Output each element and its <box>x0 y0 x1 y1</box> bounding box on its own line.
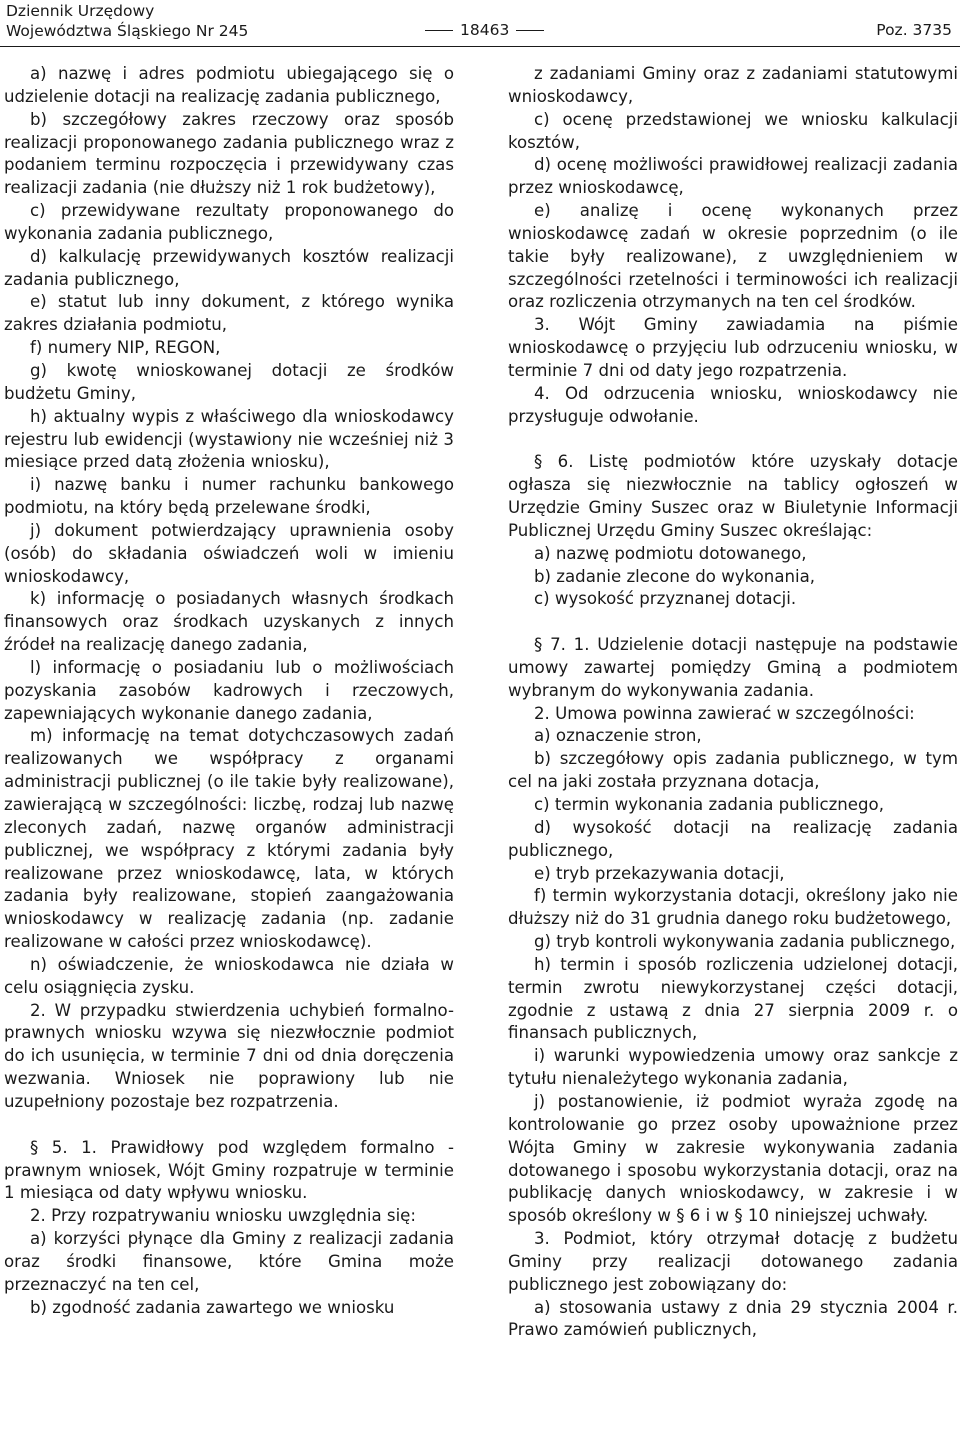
paragraph: 3. Wójt Gminy zawiadamia na piśmie wnioskodawcę o przyjęciu lub odrzuceniu wniosku, w terminie 7 dni od daty jego rozpatrzenia. <box>508 315 958 380</box>
paragraph: j) dokument potwierdzający uprawnienia osoby (osób) do składania oświadczeń woli w imieniu wnioskodawcy, <box>4 520 454 586</box>
paragraph: b) szczegółowy opis zadania publicznego, w tym cel na jaki została przyznana dotacja, <box>508 749 958 792</box>
paragraph: a) oznaczenie stron, <box>534 726 702 746</box>
paragraph: 3. Podmiot, który otrzymał dotację z budżetu Gminy przy realizacji dotowanego zadania publicznego jest zobowiązany do: <box>508 1229 958 1294</box>
paragraph: j) postanowienie, iż podmiot wyraża zgodę na kontrolowanie go przez osoby upoważnione przez Wójta Gminy w zakresie wykonywania zadania dotowanego i sposobu wykorzystania dotacji, oraz na publikację danych wnioskodawcy, w zakresie i w sposób określony w § 6 i w § 10 niniejszej uchwały. <box>508 1091 958 1226</box>
paragraph: l) informację o posiadaniu lub o możliwościach pozyskania zasobów kadrowych i rzeczowych, zapewniających wykonanie danego zadania, <box>4 657 454 723</box>
paragraph: e) analizę i ocenę wykonanych przez wnioskodawcę zadań w okresie poprzednim (o ile takie były realizowane), z uwzględnieniem w szczególności rzetelności i terminowości ich realizacji oraz rozliczenia otrzymanych na ten cel środków. <box>508 201 958 312</box>
paragraph: k) informację o posiadanych własnych środkach finansowych oraz środkach uzyskanych z innych źródeł na realizację danego zadania, <box>4 589 454 655</box>
paragraph: g) tryb kontroli wykonywania zadania publicznego, <box>534 932 956 952</box>
paragraph: a) nazwę i adres podmiotu ubiegającego się o udzielenie dotacji na realizację zadania publicznego, <box>4 64 454 106</box>
paragraph: c) ocenę przedstawionej we wniosku kalkulacji kosztów, <box>508 109 958 152</box>
page-header <box>0 0 960 48</box>
paragraph: 4. Od odrzucenia wniosku, wnioskodawcy nie przysługuje odwołanie. <box>508 383 958 426</box>
paragraph: b) zgodność zadania zawartego we wniosku <box>30 1297 395 1317</box>
paragraph: d) ocenę możliwości prawidłowej realizacji zadania przez wnioskodawcę, <box>508 155 958 198</box>
paragraph: § 7. 1. Udzielenie dotacji następuje na podstawie umowy zawartej pomiędzy Gminą a podmiotem wybranym do wykonywania zadania. <box>508 635 958 700</box>
dash-right <box>516 30 544 31</box>
paragraph: m) informację na temat dotychczasowych zadań realizowanych we współpracy z organami administracji publicznej (o ile takie były realizowane), zawierającą w szczególności: liczbę, rodzaj lub nazwę zleconych zadań, nazwę organów administracji publicznej, we współpracy z którymi zadania były realizowane przez wnioskodawcę, lata, w których zadania były realizowane, stopień zaangażowania wnioskodawcy w realizację zadania (np. zadanie realizowane w całości przez wnioskodawcę). <box>4 726 454 952</box>
journal-title-line1: Dziennik Urzędowy <box>6 2 155 20</box>
paragraph: 2. Umowa powinna zawierać w szczególności: <box>534 703 915 723</box>
paragraph: g) kwotę wnioskowanej dotacji ze środków budżetu Gminy, <box>4 360 454 403</box>
paragraph: b) szczegółowy zakres rzeczowy oraz sposób realizacji proponowanego zadania publicznego wraz z podaniem terminu rozpoczęcia i przewidywany czas realizacji zadania (nie dłuższy niż 1 rok budżetowy), <box>4 109 454 198</box>
paragraph: b) zadanie zlecone do wykonania, <box>534 566 816 586</box>
left-column <box>4 63 454 1319</box>
right-column <box>508 63 958 1342</box>
paragraph: c) termin wykonania zadania publicznego, <box>534 795 884 814</box>
paragraph: i) nazwę banku i numer rachunku bankowego podmiotu, na który będą przelewane środki, <box>4 475 454 518</box>
paragraph: a) stosowania ustawy z dnia 29 stycznia 2004 r. Prawo zamówień publicznych, <box>508 1297 958 1340</box>
paragraph-gap <box>508 429 958 452</box>
paragraph-gap <box>4 1114 454 1137</box>
paragraph: z zadaniami Gminy oraz z zadaniami statutowymi wnioskodawcy, <box>508 64 958 106</box>
paragraph: f) numery NIP, REGON, <box>30 338 221 358</box>
paragraph: d) wysokość dotacji na realizację zadania publicznego, <box>508 817 958 860</box>
page-number-text: 18463 <box>460 21 510 39</box>
journal-title-line2: Województwa Śląskiego Nr 245 <box>6 22 249 40</box>
paragraph: i) warunki wypowiedzenia umowy oraz sankcje z tytułu nienależytego wykonania zadania, <box>508 1046 958 1089</box>
paragraph: e) tryb przekazywania dotacji, <box>534 863 785 883</box>
paragraph: a) korzyści płynące dla Gminy z realizacji zadania oraz środki finansowe, które Gmina może przeznaczyć na ten cel, <box>4 1229 454 1294</box>
dash-left <box>425 30 453 31</box>
paragraph: d) kalkulację przewidywanych kosztów realizacji zadania publicznego, <box>4 246 454 289</box>
position-number: Poz. 3735 <box>876 21 952 39</box>
paragraph: e) statut lub inny dokument, z którego wynika zakres działania podmiotu, <box>4 292 454 335</box>
paragraph: § 5. 1. Prawidłowy pod względem formalno - prawnym wniosek, Wójt Gminy rozpatruje w terminie 1 miesiąca od daty wpływu wniosku. <box>4 1137 454 1203</box>
paragraph: 2. Przy rozpatrywaniu wniosku uwzględnia się: <box>30 1206 416 1226</box>
header-divider <box>0 46 960 47</box>
paragraph: § 6. Listę podmiotów które uzyskały dotacje ogłasza się niezwłocznie na tablicy ogłoszeń w Urzędzie Gminy Suszec oraz w Biuletynie Informacji Publicznej Urzędu Gminy Suszec określając: <box>508 452 958 540</box>
paragraph-gap <box>508 611 958 634</box>
paragraph: n) oświadczenie, że wnioskodawca nie działa w celu osiągnięcia zysku. <box>4 954 454 997</box>
paragraph: h) termin i sposób rozliczenia udzielonej dotacji, termin zwrotu niewykorzystanej części dotacji, zgodnie z ustawą z dnia 27 sierpnia 2009 r. o finansach publicznych, <box>508 954 958 1043</box>
page-number <box>418 20 551 40</box>
paragraph: f) termin wykorzystania dotacji, określony jako nie dłuższy niż do 31 grudnia danego roku budżetowego, <box>508 886 958 929</box>
paragraph: c) wysokość przyznanej dotacji. <box>534 589 797 609</box>
paragraph: a) nazwę podmiotu dotowanego, <box>534 543 807 563</box>
paragraph: 2. W przypadku stwierdzenia uchybień formalno-prawnych wniosku wzywa się niezwłocznie podmiot do ich usunięcia, w terminie 7 dni od dnia doręczenia wezwania. Wniosek nie poprawiony lub nie uzupełniony pozostaje bez rozpatrzenia. <box>4 1000 454 1111</box>
journal-title <box>6 1 248 41</box>
paragraph: c) przewidywane rezultaty proponowanego do wykonania zadania publicznego, <box>4 201 454 243</box>
paragraph: h) aktualny wypis z właściwego dla wnioskodawcy rejestru lub ewidencji (wystawiony nie wcześniej niż 3 miesiące przed datą złożenia wniosku), <box>4 406 454 472</box>
